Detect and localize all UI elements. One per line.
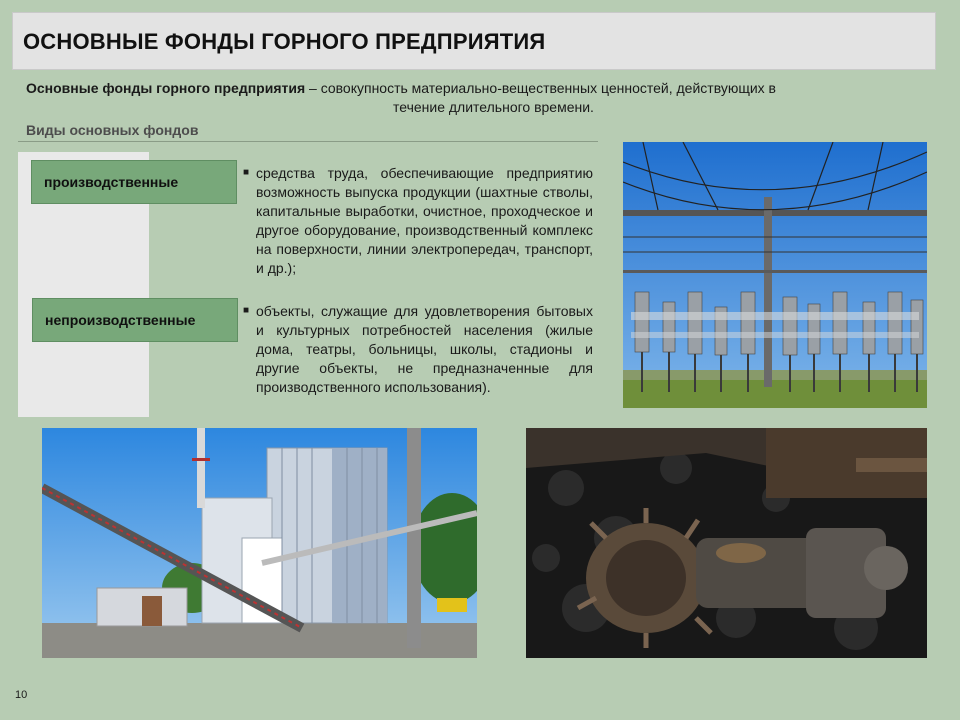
mining-cutter-photo: [526, 428, 927, 658]
bullet-square-icon: ■: [243, 167, 250, 178]
bullet-production: [243, 164, 593, 278]
substation-photo: [623, 142, 927, 408]
page-number: 10: [15, 689, 28, 701]
definition-continuation: течение длительного времени.: [393, 99, 594, 115]
bullet-nonproduction: [243, 302, 593, 397]
type-box-production: производственные: [31, 160, 237, 204]
section-label: Виды основных фондов: [26, 122, 199, 138]
definition: [26, 79, 936, 117]
page-title: ОСНОВНЫЕ ФОНДЫ ГОРНОГО ПРЕДПРИЯТИЯ: [23, 29, 546, 54]
processing-plant-photo: [42, 428, 477, 658]
section-divider: [18, 141, 598, 142]
bullet-square-icon: ■: [243, 305, 250, 316]
definition-text: – совокупность материально-вещественных ценностей, действующих в: [305, 80, 776, 96]
definition-term: Основные фонды горного предприятия: [26, 80, 306, 96]
type-box-nonproduction: непроизводственные: [32, 298, 238, 342]
bullet-production-text: средства труда, обеспечивающие предприятию возможность выпуска продукции (шахтные стволы, капитальные выработки, очистное, проходческое и другое оборудование, производственный комплекс на поверхности, линии электропередач, транспорт, и др.);: [256, 165, 593, 276]
title-bar: [12, 12, 936, 70]
bullet-nonproduction-text: объекты, служащие для удовлетворения бытовых и культурных потребностей населения (жилые дома, театры, больницы, школы, стадионы и другие объекты, не предназначенные для производственного использования).: [256, 303, 593, 395]
